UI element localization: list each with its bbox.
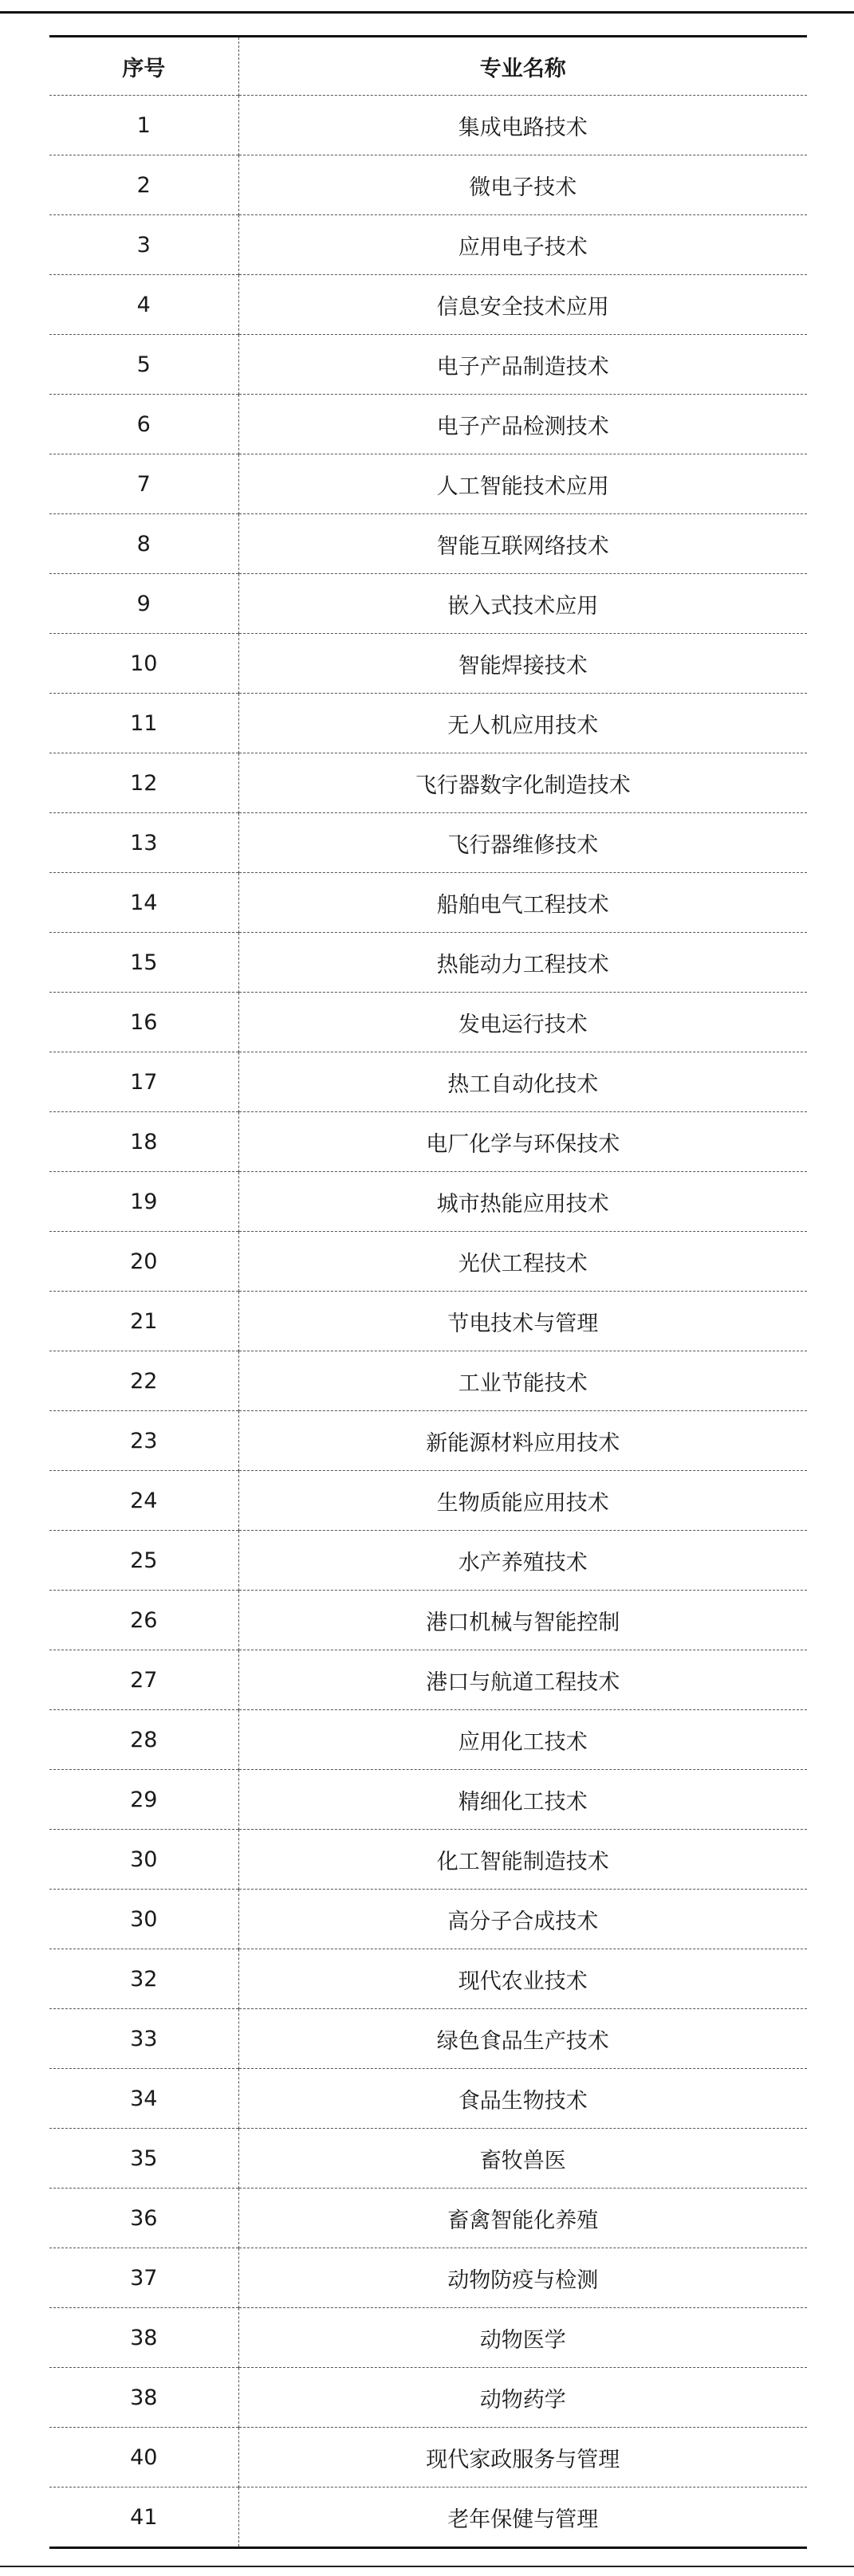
- major-name-cell: 智能焊接技术: [458, 653, 588, 678]
- major-name-cell: 精细化工技术: [458, 1789, 588, 1815]
- table-row: [49, 753, 807, 813]
- serial-number-cell: 19: [49, 1172, 238, 1232]
- serial-number-cell: 9: [49, 574, 238, 634]
- major-name-cell: 畜牧兽医: [479, 2148, 566, 2173]
- serial-number-cell: 30: [49, 1890, 238, 1949]
- table-row: [49, 1292, 807, 1351]
- major-name-cell: 绿色食品生产技术: [436, 2028, 609, 2054]
- serial-number-cell: 13: [49, 813, 238, 873]
- major-name-cell: 应用化工技术: [458, 1729, 588, 1755]
- serial-number-cell: 11: [49, 694, 238, 753]
- table-row: [49, 2428, 807, 2488]
- table-row: [49, 155, 807, 215]
- table-row: [49, 2368, 807, 2428]
- serial-number-cell: 38: [49, 2368, 238, 2428]
- serial-number-cell: 41: [49, 2488, 238, 2548]
- table-row: [49, 395, 807, 454]
- table-row: [49, 1172, 807, 1232]
- major-name-cell: 节电技术与管理: [447, 1311, 599, 1336]
- header-row: [49, 37, 807, 96]
- table-row: [49, 2308, 807, 2368]
- serial-number-cell: 10: [49, 634, 238, 694]
- serial-number-cell: 32: [49, 1949, 238, 2009]
- serial-number-cell: 15: [49, 933, 238, 993]
- serial-number-cell: 12: [49, 753, 238, 813]
- table-row: [49, 454, 807, 514]
- bottom-rule: [0, 2566, 854, 2567]
- major-name-cell: 港口与航道工程技术: [426, 1669, 620, 1695]
- major-name-cell: 微电子技术: [469, 175, 577, 200]
- majors-table-container: [49, 35, 807, 2549]
- major-name-cell: 工业节能技术: [458, 1371, 588, 1396]
- table-row: [49, 215, 807, 275]
- header-major-name: 专业名称: [479, 56, 566, 81]
- serial-number-cell: 38: [49, 2308, 238, 2368]
- serial-number-cell: 3: [49, 215, 238, 275]
- serial-number-cell: 18: [49, 1112, 238, 1172]
- serial-number-cell: 30: [49, 1830, 238, 1890]
- table-row: [49, 2248, 807, 2308]
- top-rule: [0, 11, 854, 14]
- serial-number-cell: 24: [49, 1471, 238, 1531]
- major-name-cell: 嵌入式技术应用: [447, 593, 599, 619]
- serial-number-cell: 17: [49, 1052, 238, 1112]
- table-row: [49, 1591, 807, 1650]
- serial-number-cell: 23: [49, 1411, 238, 1471]
- major-name-cell: 动物药学: [479, 2387, 566, 2413]
- major-name-cell: 高分子合成技术: [447, 1909, 599, 1934]
- major-name-cell: 电子产品检测技术: [436, 414, 609, 439]
- table-row: [49, 1052, 807, 1112]
- table-row: [49, 1830, 807, 1890]
- table-row: [49, 2129, 807, 2189]
- table-row: [49, 1650, 807, 1710]
- serial-number-cell: 1: [49, 96, 238, 155]
- serial-number-cell: 14: [49, 873, 238, 933]
- major-name-cell: 船舶电气工程技术: [436, 892, 609, 918]
- table-row: [49, 1411, 807, 1471]
- major-name-cell: 动物医学: [479, 2327, 566, 2353]
- major-name-cell: 化工智能制造技术: [436, 1849, 609, 1874]
- serial-number-cell: 36: [49, 2189, 238, 2248]
- table-row: [49, 2189, 807, 2248]
- table-row: [49, 1112, 807, 1172]
- major-name-cell: 动物防疫与检测: [447, 2267, 599, 2293]
- serial-number-cell: 33: [49, 2009, 238, 2069]
- major-name-cell: 食品生物技术: [458, 2088, 588, 2114]
- table-row: [49, 1232, 807, 1292]
- table-row: [49, 2069, 807, 2129]
- table-row: [49, 694, 807, 753]
- table-row: [49, 1710, 807, 1770]
- table-row: [49, 993, 807, 1052]
- serial-number-cell: 5: [49, 335, 238, 395]
- major-name-cell: 飞行器维修技术: [447, 832, 599, 858]
- table-row: [49, 1351, 807, 1411]
- major-name-cell: 光伏工程技术: [458, 1251, 588, 1276]
- serial-number-cell: 37: [49, 2248, 238, 2308]
- major-name-cell: 港口机械与智能控制: [426, 1610, 620, 1635]
- major-name-cell: 智能互联网络技术: [436, 533, 609, 559]
- major-name-cell: 电子产品制造技术: [436, 354, 609, 380]
- major-name-cell: 水产养殖技术: [458, 1550, 588, 1575]
- major-name-cell: 老年保健与管理: [447, 2507, 599, 2532]
- major-name-cell: 热能动力工程技术: [436, 952, 609, 977]
- serial-number-cell: 34: [49, 2069, 238, 2129]
- major-name-cell: 人工智能技术应用: [436, 474, 609, 499]
- serial-number-cell: 26: [49, 1591, 238, 1650]
- table-row: [49, 1531, 807, 1591]
- major-name-cell: 热工自动化技术: [447, 1072, 599, 1097]
- serial-number-cell: 6: [49, 395, 238, 454]
- serial-number-cell: 35: [49, 2129, 238, 2189]
- serial-number-cell: 27: [49, 1650, 238, 1710]
- major-name-cell: 信息安全技术应用: [436, 294, 609, 320]
- header-serial-number: 序号: [49, 37, 238, 96]
- table-header: [49, 37, 807, 96]
- serial-number-cell: 21: [49, 1292, 238, 1351]
- table-row: [49, 1471, 807, 1531]
- table-row: [49, 514, 807, 574]
- table-row: [49, 96, 807, 155]
- majors-table: [49, 35, 807, 2549]
- serial-number-cell: 8: [49, 514, 238, 574]
- serial-number-cell: 28: [49, 1710, 238, 1770]
- major-name-cell: 生物质能应用技术: [436, 1490, 609, 1516]
- table-row: [49, 1890, 807, 1949]
- major-name-cell: 飞行器数字化制造技术: [415, 773, 631, 798]
- serial-number-cell: 40: [49, 2428, 238, 2488]
- table-row: [49, 2009, 807, 2069]
- serial-number-cell: 4: [49, 275, 238, 335]
- table-row: [49, 275, 807, 335]
- serial-number-cell: 2: [49, 155, 238, 215]
- major-name-cell: 应用电子技术: [458, 234, 588, 260]
- table-row: [49, 1770, 807, 1830]
- major-name-cell: 集成电路技术: [458, 115, 588, 140]
- table-row: [49, 873, 807, 933]
- major-name-cell: 现代家政服务与管理: [426, 2447, 620, 2472]
- table-row: [49, 813, 807, 873]
- table-row: [49, 933, 807, 993]
- table-row: [49, 2488, 807, 2548]
- serial-number-cell: 7: [49, 454, 238, 514]
- serial-number-cell: 29: [49, 1770, 238, 1830]
- serial-number-cell: 20: [49, 1232, 238, 1292]
- table-row: [49, 1949, 807, 2009]
- major-name-cell: 新能源材料应用技术: [426, 1430, 620, 1456]
- table-row: [49, 335, 807, 395]
- major-name-cell: 无人机应用技术: [447, 713, 599, 738]
- major-name-cell: 城市热能应用技术: [436, 1191, 609, 1217]
- major-name-cell: 畜禽智能化养殖: [447, 2208, 599, 2233]
- major-name-cell: 现代农业技术: [458, 1968, 588, 1994]
- table-row: [49, 634, 807, 694]
- table-body: [49, 96, 807, 2548]
- major-name-cell: 电厂化学与环保技术: [426, 1131, 620, 1157]
- major-name-cell: 发电运行技术: [458, 1012, 588, 1037]
- serial-number-cell: 25: [49, 1531, 238, 1591]
- table-row: [49, 574, 807, 634]
- serial-number-cell: 22: [49, 1351, 238, 1411]
- serial-number-cell: 16: [49, 993, 238, 1052]
